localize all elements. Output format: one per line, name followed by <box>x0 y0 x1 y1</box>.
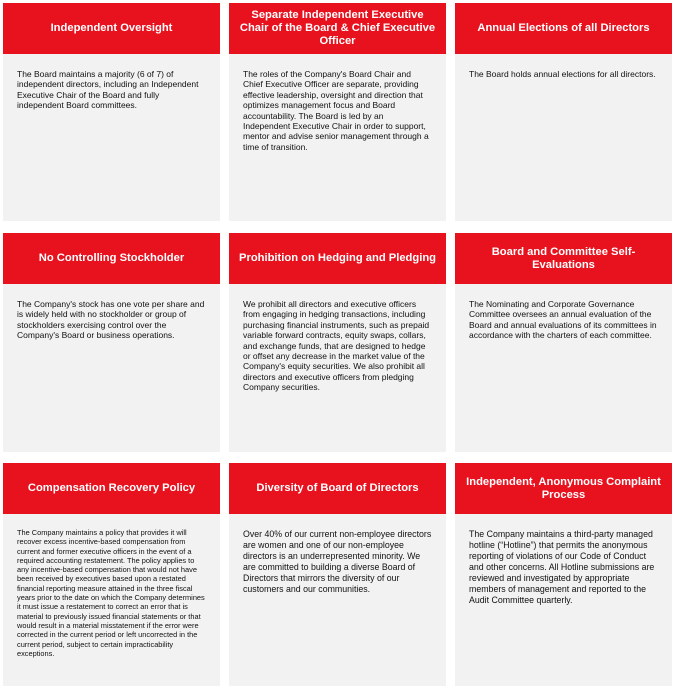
card-text: The roles of the Company's Board Chair and Chief Executive Officer are separate, providing effective leadership, oversight and direction that optimizes management focus and Board accountability. The Board is led by an Independent Executive Chair in order to support, mentor and advise senior management through a time of transition. <box>243 69 429 152</box>
card-text: The Company maintains a policy that provides it will recover excess incentive-based compensation from current and former executive officers in the event of a required accounting restatement. The policy applies to any incentive-based compensation that would not have been received by executives based upon a restated financial reporting measure attained in the three fiscal years prior to the date on which the Company determines it must issue a restatement to correct an error that is material to previously issued financial statements or that would result in a material misstatement if the error were corrected in the current period or left uncorrected in the current period, subject to certain impracticability exceptions. <box>17 528 205 658</box>
card-text: The Board holds annual elections for all directors. <box>469 69 656 79</box>
card-title: Independent Oversight <box>3 3 220 54</box>
card-title: Diversity of Board of Directors <box>229 463 446 514</box>
card-title: Prohibition on Hedging and Pledging <box>229 233 446 284</box>
card-board-diversity <box>229 463 446 686</box>
card-text: Over 40% of our current non-employee directors are women and one of our non-employee directors is an underrepresented minority. We are committed to building a diverse Board of Directors that mirrors the diversity of our customers and our communities. <box>243 529 432 594</box>
card-title: Independent, Anonymous Complaint Process <box>455 463 672 514</box>
card-title: Board and Committee Self-Evaluations <box>455 233 672 284</box>
card-no-controlling-stockholder <box>3 233 220 452</box>
card-text: The Company maintains a third-party managed hotline (“Hotline”) that permits the anonymous reporting of violations of our Code of Conduct and other concerns. All Hotline submissions are reviewed and investigated by appropriate members of management and reported to the Audit Committee quarterly. <box>469 529 655 605</box>
card-text: We prohibit all directors and executive officers from engaging in hedging transactions, including purchasing financial instruments, such as prepaid variable forward contracts, equity swaps, collars, and exchange funds, that are designed to hedge or offset any decrease in the market value of the Company's equity securities. We also prohibit all directors and executive officers from pledging Company securities. <box>243 299 430 393</box>
card-title: Annual Elections of all Directors <box>455 3 672 54</box>
card-compensation-recovery <box>3 463 220 686</box>
card-text: The Board maintains a majority (6 of 7) of independent directors, including an Independent Executive Chair of the Board and fully independent Board committees. <box>17 69 199 111</box>
card-complaint-process <box>455 463 672 686</box>
card-title: No Controlling Stockholder <box>3 233 220 284</box>
card-title: Separate Independent Executive Chair of the Board & Chief Executive Officer <box>229 3 446 54</box>
card-independent-oversight <box>3 3 220 221</box>
card-text: The Nominating and Corporate Governance Committee oversees an annual evaluation of the Board and annual evaluations of its committees in accordance with the charters of each committee. <box>469 299 657 341</box>
card-title: Compensation Recovery Policy <box>3 463 220 514</box>
card-text: The Company's stock has one vote per share and is widely held with no stockholder or group of stockholders exercising control over the Company's Board or business operations. <box>17 299 205 341</box>
card-separate-chair-ceo <box>229 3 446 221</box>
card-self-evaluations <box>455 233 672 452</box>
card-hedging-pledging <box>229 233 446 452</box>
card-annual-elections <box>455 3 672 221</box>
